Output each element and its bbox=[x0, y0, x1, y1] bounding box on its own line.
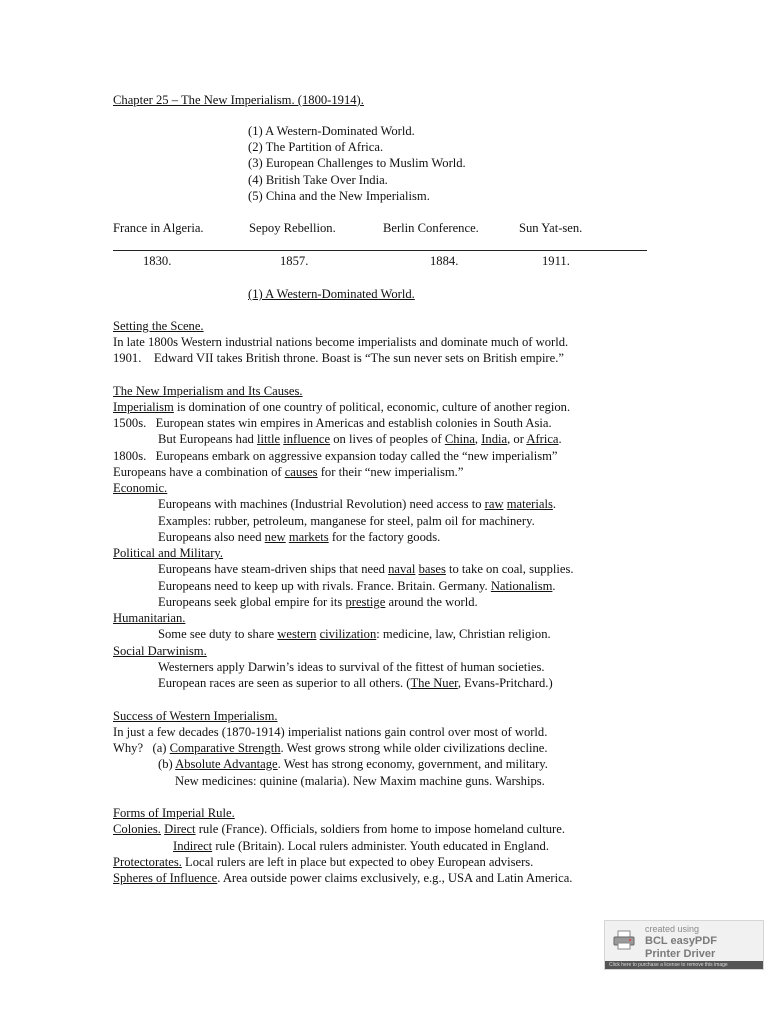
text-span: on lives of peoples of bbox=[330, 432, 445, 446]
text-span: Some see duty to share bbox=[158, 627, 278, 641]
text-line bbox=[158, 529, 440, 545]
timeline-event: Berlin Conference. bbox=[383, 221, 479, 235]
text-span: Europeans have a combination of bbox=[113, 465, 285, 479]
term: The Nuer bbox=[410, 676, 458, 690]
text-span: . West has strong economy, government, and military. bbox=[277, 757, 548, 771]
text-line bbox=[158, 626, 551, 642]
setting-scene-heading: Setting the Scene. bbox=[113, 319, 204, 333]
text-line bbox=[113, 870, 572, 886]
license-link[interactable]: Click here to purchase a license to remove this image bbox=[605, 961, 763, 969]
text-span: rule (France). Officials, soldiers from home to impose homeland culture. bbox=[195, 822, 565, 836]
text-span: Europeans need to keep up with rivals. France. Britain. Germany. bbox=[158, 579, 491, 593]
text-span: : medicine, law, Christian religion. bbox=[376, 627, 551, 641]
term: Nationalism bbox=[490, 579, 553, 593]
text-line bbox=[158, 561, 574, 577]
term: Protectorates. bbox=[113, 855, 182, 869]
forms-heading: Forms of Imperial Rule. bbox=[113, 806, 235, 820]
text-span: for the factory goods. bbox=[328, 530, 441, 544]
outline-item: (4) British Take Over India. bbox=[248, 173, 388, 187]
text-span: (b) bbox=[158, 757, 176, 771]
term: Colonies. bbox=[113, 822, 161, 836]
text-line: 1800s. Europeans embark on aggressive expansion today called the “new imperialism” bbox=[113, 449, 558, 463]
text-span: Europeans also need bbox=[158, 530, 265, 544]
text-line bbox=[173, 838, 549, 854]
timeline-date: 1857. bbox=[280, 254, 309, 268]
text-line bbox=[158, 675, 553, 691]
term: influence bbox=[283, 432, 331, 446]
text-span: Europeans have steam-driven ships that need bbox=[158, 562, 389, 576]
text-line bbox=[158, 756, 548, 772]
text-line: Europeans with machines (Industrial Revolution) need access to raw materials. bbox=[158, 497, 557, 511]
timeline-event: France in Algeria. bbox=[113, 221, 204, 235]
outline-item: (1) A Western-Dominated World. bbox=[248, 124, 415, 138]
badge-line: Printer Driver bbox=[645, 948, 716, 960]
causes-heading: The New Imperialism and Its Causes. bbox=[113, 384, 303, 398]
term: causes bbox=[284, 465, 318, 479]
text-line bbox=[113, 854, 533, 870]
term: materials bbox=[506, 497, 553, 511]
term: Absolute Advantage bbox=[175, 757, 278, 771]
term: Comparative Strength bbox=[169, 741, 281, 755]
text-span: Europeans seek global empire for its bbox=[158, 595, 346, 609]
text-span: . Area outside power claims exclusively, e.g., USA and Latin America. bbox=[217, 871, 573, 885]
text-line: In just a few decades (1870-1914) imperialist nations gain control over most of world. bbox=[113, 725, 548, 739]
printer-icon bbox=[613, 930, 635, 950]
text-line: But Europeans had little influence on lives of peoples of China, India, or Africa. bbox=[158, 432, 562, 446]
term: naval bbox=[388, 562, 416, 576]
text-span: for their “new imperialism.” bbox=[317, 465, 464, 479]
bcl-easypdf-watermark[interactable] bbox=[604, 920, 764, 970]
term: Indirect bbox=[173, 839, 213, 853]
text-span: Europeans with machines (Industrial Revolution) need access to bbox=[158, 497, 485, 511]
text-span: , Evans-Pritchard.) bbox=[457, 676, 553, 690]
text-span: to take on coal, supplies. bbox=[445, 562, 574, 576]
success-heading: Success of Western Imperialism. bbox=[113, 709, 278, 723]
text-span: . bbox=[558, 432, 562, 446]
text-line: Examples: rubber, petroleum, manganese for steel, palm oil for machinery. bbox=[158, 514, 535, 528]
term: new bbox=[264, 530, 286, 544]
outline-item: (3) European Challenges to Muslim World. bbox=[248, 156, 466, 170]
humanitarian-heading: Humanitarian. bbox=[113, 611, 186, 625]
term: Imperialism bbox=[113, 400, 174, 414]
badge-line: created using bbox=[645, 924, 700, 934]
text-line bbox=[113, 740, 548, 756]
timeline-rule bbox=[113, 250, 647, 251]
timeline-event: Sun Yat-sen. bbox=[519, 221, 583, 235]
text-span: , or bbox=[507, 432, 527, 446]
text-line bbox=[113, 821, 565, 837]
term: raw bbox=[484, 497, 504, 511]
timeline-date: 1911. bbox=[542, 254, 570, 268]
timeline-date: 1830. bbox=[143, 254, 172, 268]
darwinism-heading: Social Darwinism. bbox=[113, 644, 207, 658]
badge-line: BCL easyPDF bbox=[645, 935, 717, 947]
term: prestige bbox=[345, 595, 386, 609]
term: Spheres of Influence bbox=[113, 871, 218, 885]
text-line: 1500s. European states win empires in Americas and establish colonies in South Asia. bbox=[113, 416, 552, 430]
text-span: is domination of one country of political, economic, culture of another region. bbox=[173, 400, 571, 414]
term: bases bbox=[418, 562, 446, 576]
term: Direct bbox=[164, 822, 196, 836]
text-line: Europeans need to keep up with rivals. France. Britain. Germany. Nationalism. bbox=[158, 579, 556, 593]
text-span: Local rulers are left in place but expected to obey European advisers. bbox=[181, 855, 534, 869]
term: civilization bbox=[319, 627, 377, 641]
timeline-event: Sepoy Rebellion. bbox=[249, 221, 336, 235]
text-line: In late 1800s Western industrial nations become imperialists and dominate much of world. bbox=[113, 335, 569, 349]
term: little bbox=[256, 432, 281, 446]
term: India bbox=[481, 432, 508, 446]
text-line bbox=[113, 464, 463, 480]
text-span: rule (Britain). Local rulers administer. Youth educated in England. bbox=[212, 839, 549, 853]
text-span: But Europeans had bbox=[158, 432, 257, 446]
text-line: 1901. Edward VII takes British throne. Boast is “The sun never sets on British empire.” bbox=[113, 351, 564, 365]
term: western bbox=[277, 627, 317, 641]
term: Africa bbox=[526, 432, 559, 446]
text-span: . West grows strong while older civilizations decline. bbox=[280, 741, 548, 755]
text-line bbox=[113, 399, 570, 415]
outline-item: (5) China and the New Imperialism. bbox=[248, 189, 430, 203]
section-heading: (1) A Western-Dominated World. bbox=[248, 287, 415, 301]
timeline-date: 1884. bbox=[430, 254, 459, 268]
economic-heading: Economic. bbox=[113, 481, 168, 495]
text-span: Why? (a) bbox=[113, 741, 170, 755]
text-line bbox=[158, 594, 478, 610]
text-span: around the world. bbox=[385, 595, 478, 609]
term: China bbox=[444, 432, 475, 446]
chapter-title: Chapter 25 – The New Imperialism. (1800-1914). bbox=[113, 93, 364, 107]
text-span: European races are seen as superior to all others. ( bbox=[158, 676, 411, 690]
political-heading: Political and Military. bbox=[113, 546, 224, 560]
text-line: Westerners apply Darwin’s ideas to survival of the fittest of human societies. bbox=[158, 660, 545, 674]
term: markets bbox=[288, 530, 329, 544]
text-line: New medicines: quinine (malaria). New Maxim machine guns. Warships. bbox=[175, 774, 545, 788]
outline-item: (2) The Partition of Africa. bbox=[248, 140, 384, 154]
